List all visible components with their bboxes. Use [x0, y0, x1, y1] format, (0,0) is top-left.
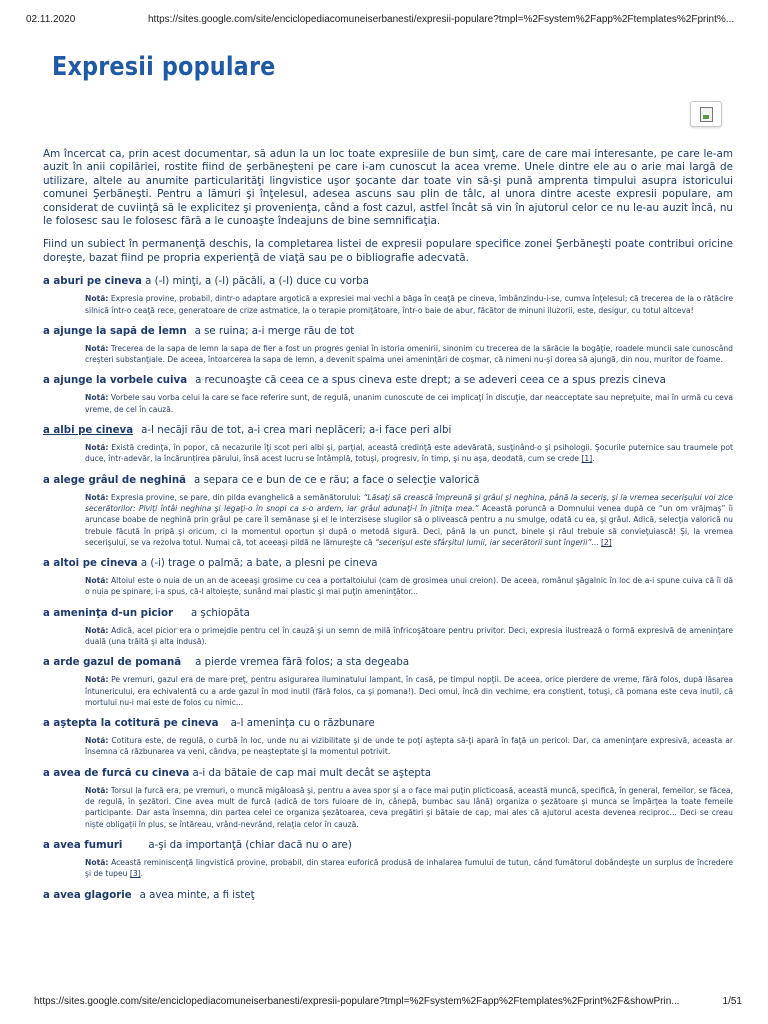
expression-entry [43, 474, 733, 548]
entry-head [43, 607, 733, 621]
note-quote: “Lăsaţi să crească împreună şi grâul şi neghina, până la seceriş, şi la vremea secerişului voi zice secerătorilor: Plviţi întâi neghina şi legaţi-o în snopi ca s-o ardem, iar grâul adunaţi-l în jitniţa mea.” [85, 492, 733, 513]
entry-definition: a se ruina; a-i merge rău de tot [194, 325, 355, 337]
note-quote: “secerişul este sfârşitul lumii, iar secerătorii sunt îngerii” [374, 537, 592, 547]
entry-head [43, 275, 733, 289]
print-footer [34, 996, 742, 1007]
note-label: Notă: [85, 343, 109, 353]
note-text: Expresia provine, se pare, din pilda evanghelică a semănătorului: [110, 492, 364, 502]
expression-entry [43, 717, 733, 758]
entry-definition: a-i da bătaie de cap mai mult decât se aştepta [192, 767, 432, 779]
note-label: Notă: [85, 785, 109, 795]
intro [43, 148, 733, 265]
note-text: Altoiul este o nuia de un an de aceeaşi grosime cu cea a portaltoiului (cam de grosimea unui creion). De aceea, românul şăgalnic în loc de a-i spune cuiva că îi dă o nuia pe spinare, i-a spus, că-l altoieşte, sunând mai plastic şi mai puţin ameninţător... [85, 576, 733, 597]
entry-term: a avea glagorie [43, 889, 132, 901]
entry-term: a ameninţa d-un picior [43, 607, 174, 619]
entry-definition: a avea minte, a fi isteţ [139, 889, 255, 901]
entry-definition: a recunoaşte că ceea ce a spus cineva este drept; a se adeveri ceea ce a spus prezis cineva [195, 375, 666, 387]
entry-term: a aştepta la cotitură pe cineva [43, 718, 219, 730]
entry-term: a aburi pe cineva [43, 276, 142, 288]
footnote-link[interactable]: [3] [129, 869, 141, 879]
footnote-link[interactable]: [2] [600, 537, 612, 547]
entry-definition: a (-I) minţi, a (-I) păcăli, a (-I) duce cu vorba [145, 276, 369, 288]
expression-entry [43, 889, 733, 903]
expression-entry [43, 424, 733, 465]
entry-note [85, 625, 733, 648]
entry-term: a alege grâul de neghină [43, 474, 187, 486]
entry-note [85, 343, 733, 366]
intro-paragraph: Fiind un subiect în permanenţă deschis, la completarea listei de expresii populare specifice zonei Şerbăneşti poate contribui oricine doreşte, bazat fiind pe propria experienţă de viaţă sau pe o bibliografie adecvată. [43, 238, 733, 264]
note-text: Pe vremuri, gazul era de mare preţ, pentru asigurarea iluminatului lampant, în casă, pe timpul nopţii. De aceea, orice pierdere de vreme, fără folos, după lăsarea întunericului, era echivalentă cu a arde gazul în mod inutil (fără folos, ca şi pomana!). Deci omul, încă din vechime, era conştient, totuşi, că pomana este ceva inutil, că mortului nu-i mai este de folos cu nimic... [85, 675, 733, 707]
note-text: Această reminiscenţă lingvistică provine, probabil, din starea euforică produsă de inhalarea fumului de tutun, când fumătorul dobândeşte un surplus de încredere şi de tupeu [85, 857, 733, 879]
page-title: Expresii populare [52, 52, 276, 82]
entry-head [43, 889, 733, 903]
note-label: Notă: [85, 492, 109, 502]
entry-head [43, 325, 733, 339]
print-url[interactable]: https://sites.google.com/site/enciclopediacomuneiserbanesti/expresii-populare?tmpl=%2Fsystem%2Fapp%2Ftemplates%2Fprint%... [148, 14, 735, 25]
entry-note [85, 293, 733, 316]
entry-definition: a-şi da importanţă (chiar dacă nu o are) [148, 839, 352, 851]
expression-entry [43, 374, 733, 415]
note-text: Trecerea de la sapa de lemn la sapa de fier a fost un progres genial în istoria omenirii, sinonim cu trecerea de la sărăcie la bogăţie, roadele muncii sale cunoscând creşteri substanţiale. De aceea, întoarcerea la sapa de lemn, a devenit spaima unei amenințări de coşmar, că nimeni nu-şi dorea să ajungă, din nou, muritor de foame. [85, 343, 733, 365]
entry-note [85, 492, 733, 548]
entry-note [85, 857, 733, 880]
note-label: Notă: [85, 443, 109, 453]
entry-term: a arde gazul de pomană [43, 657, 182, 669]
expression-entry [43, 656, 733, 708]
entry-note [85, 735, 733, 758]
expression-entry [43, 557, 733, 598]
entry-head [43, 557, 733, 571]
note-label: Notă: [85, 294, 109, 304]
entry-head [43, 839, 733, 853]
note-label: Notă: [85, 736, 109, 746]
entry-head [43, 374, 733, 388]
note-label: Notă: [85, 857, 109, 867]
expression-entry [43, 767, 733, 830]
note-text: Există credinţa, în popor, că necazurile îţi scot peri albi şi, parţial, această credinţă este adevărată, susţinând-o şi psihologii. Şocurile puternice sau traumele pot duce, într-adevăr, la încărunțirea părului, însă acest lucru se întâmplă, totuşi, progresiv, în timp, şi nu aşa, deodată, cum se crede [85, 443, 733, 464]
entry-head [43, 767, 733, 781]
print-footer-url[interactable]: https://sites.google.com/site/enciclopediacomuneiserbanesti/expresii-populare?tmpl=%2Fsystem%2Fapp%2Ftemplates%2Fprint%2F&showPrin... [34, 996, 680, 1007]
note-text: Cotitura este, de regulă, o curbă în loc, unde nu ai vizibilitate şi de unde te poţi aştepta să-ţi apară în faţă un pericol. Dar, ca ameninţare expresivă, aceasta ar însemna că răzbunarea va veni, cândva, pe neaşteptate şi la momentul potrivit. [85, 736, 733, 757]
note-tail: . [140, 869, 144, 879]
note-label: Notă: [85, 393, 109, 403]
page-content [43, 148, 733, 903]
entry-note [85, 575, 733, 598]
expression-entry [43, 839, 733, 880]
note-label: Notă: [85, 675, 109, 685]
footnote-link[interactable]: [1] [581, 454, 593, 464]
note-label: Notă: [85, 576, 109, 586]
entry-note [85, 785, 733, 830]
entry-term: a avea fumuri [43, 839, 123, 851]
entry-definition: a şchiopăta [191, 607, 250, 619]
note-text: Adică, acel picior era o primejdie pentru cel în cauză şi un semn de milă înfricoşătoare pentru privitor. Deci, expresia ilustrează o formă expresivă de ameninţare duală (una trăită şi alta indusă). [85, 625, 733, 646]
expression-entry [43, 275, 733, 316]
note-text: ... [591, 537, 601, 547]
entry-term: a ajunge la vorbele cuiva [43, 375, 188, 387]
note-tail: . [592, 454, 595, 464]
note-text: Torsul la furcă era, pe vremuri, o muncă migăloasă şi, pentru a avea spor şi a o face mai puţin plicticoasă, această muncă, specifică, în general, femeilor, se făcea, de regulă, în şezători. Cine avea mult de furcă (adică de tors fuioare de in, cânepă, bumbac sau lână) organiza o şezătoare şi munca se împărţea la toate femeile participante. Dar asta însemna, din partea celei ce organiza şezătoarea, ceva pregătiri şi bătaie de cap, mai ales că ajutorul acesta devenea reciproc... Deci se creau niște obligații în plus, se întăreau, vrând-nevrând, relaţia celor în cauză. [85, 785, 733, 829]
entry-definition: a (-i) trage o palmă; a bate, a plesni pe cineva [140, 558, 378, 570]
note-label: Notă: [85, 625, 109, 635]
intro-paragraph: Am încercat ca, prin acest documentar, să adun la un loc toate expresiile de bun simţ, care de care mai interesante, pe care le-am auzit în anii copilăriei, rostite fiind de şerbăneşteni pe care i-am cunoscut la acea vreme. Unele dintre ele au o arie mai largă de utilizare, altele au anumite particularităţi lingvistice uşor şocante dar toate vin să-şi pună amprenta timpului asupra istoricului comunei Şerbăneşti. Pentru a lămuri şi înţelesul, adesea ascuns sau plin de tâlc, al unora dintre aceste expresii populare, am considerat de cuviinţă să le explicitez şi provenienţa, când a fost cazul, astfel încât să vin în ajutorul celor ce nu le-au auzit încă, nu le folosesc sau le folosesc fără a le cunoaşte îndeajuns de bine semnificaţia. [43, 148, 733, 228]
print-date: 02.11.2020 [26, 14, 76, 25]
entry-head [43, 656, 733, 670]
page-counter: 1/51 [722, 996, 742, 1007]
entry-head [43, 424, 733, 438]
entry-head [43, 474, 733, 488]
entry-term: a ajunge la sapă de lemn [43, 325, 187, 337]
entry-head [43, 717, 733, 731]
entry-definition: a-I ameninţa cu o răzbunare [230, 718, 375, 730]
note-text: Vorbele sau vorba celui la care se face referire sunt, de regulă, unanim cunoscute de cei implicaţi în discuţie, dar neacceptate sau nepreţuite, mai în urmă cu ceva vreme, de cel în cauză. [85, 393, 733, 414]
entry-note [85, 674, 733, 708]
expression-entry [43, 607, 733, 648]
entry-note [85, 392, 733, 415]
broken-image-placeholder[interactable] [690, 101, 722, 127]
entry-definition: a pierde vremea fără folos; a sta degeaba [195, 657, 410, 669]
entry-term-link[interactable]: a albi pe cineva [43, 425, 134, 437]
entry-note [85, 442, 733, 465]
expression-entry [43, 325, 733, 366]
note-text: Expresia provine, probabil, dintr-o adaptare argotică a expresiei mai vechi a băga în ceaţă pe cineva, îmbânzindu-i-se, cumva înţelesul; că trecerea de la o rătăcire silnică într-o ceaţă rece, generatoare de crize astmatice, la o terapie promiţătoare, într-o baie de abur, făcător de minuni iluzorii, este, desigur, cu totul altceva! [85, 294, 733, 315]
entry-term: a altoi pe cineva [43, 558, 138, 570]
broken-image-icon [700, 107, 713, 122]
entry-definition: a-I necăji rău de tot, a-i crea mari neplăceri; a-i face peri albi [141, 425, 452, 437]
note-text: Această poruncă a Domnului venea după ce “un om vrăjmaş” îi aruncase boabe de neghină prin grâul pe care îl semănase şi el le interzisese slugilor să o plivească pentru a nu smulge, odată cu ea, şi grâul. Adică, selecţia valorică nu trebuie făcută în pripă şi oricum, ci la momentul oportun şi după o metodă sigură. Deci, până la un punct, binele şi răul trebuie să convieţuiască! Şi, la vremea secerişului, se va rezolva totul. Numai că, tot aceeaşi pildă ne lămureşte că [85, 503, 733, 547]
entry-term: a avea de furcă cu cineva [43, 767, 190, 779]
entry-definition: a separa ce e bun de ce e rău; a face o selecţie valorică [194, 474, 480, 486]
